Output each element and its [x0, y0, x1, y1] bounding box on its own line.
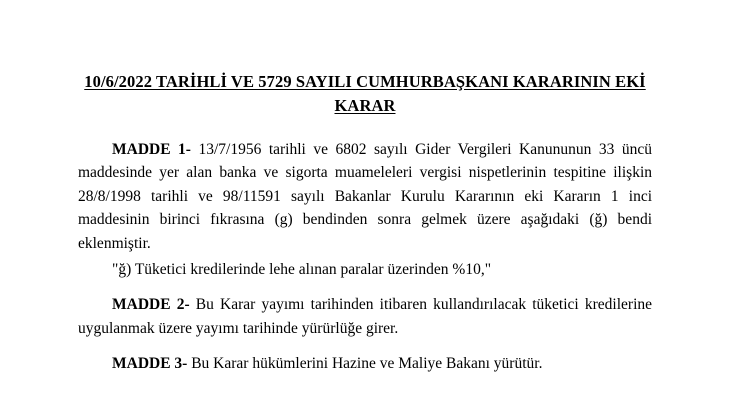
document-title-line-1: 10/6/2022 TARİHLİ VE 5729 SAYILI CUMHURBAŞKANI KARARININ EKİ — [84, 72, 646, 91]
document-title-line-2: KARAR — [334, 95, 396, 115]
article-text-3: Bu Karar yayımı tarihinden itibaren kullandırılacak tüketici kredilerine uygulanmak üzere yayımı tarihinde yürürlüğe girer. — [78, 296, 653, 337]
paragraph-spacer — [78, 340, 652, 352]
article-text-2: "ğ) Tüketici kredilerinde lehe alınan paralar üzerinden %10," — [112, 260, 492, 278]
document-body — [78, 138, 652, 376]
article-paragraph-3 — [78, 293, 652, 340]
article-label-1: MADDE 1- — [112, 140, 191, 158]
article-text-1: 13/7/1956 tarihli ve 6802 sayılı Gider Vergileri Kanununun 33 üncü maddesinde yer alan banka ve sigorta muameleleri vergisi nispetlerinin tespitine ilişkin 28/8/1998 tarihli ve 98/11591 sayılı Bakanlar Kurulu Kararının eki Kararın 1 inci maddesinin birinci fıkrasına (g) bendinden sonra gelmek üzere aşağıdaki (ğ) bendi eklenmiştir. — [78, 140, 652, 253]
article-paragraph-1 — [78, 138, 652, 256]
article-paragraph-2 — [78, 258, 652, 282]
article-text-4: Bu Karar hükümlerini Hazine ve Maliye Bakanı yürütür. — [187, 355, 543, 373]
paragraph-spacer — [78, 281, 652, 293]
article-label-2: MADDE 2- — [112, 296, 190, 314]
document-title — [78, 70, 652, 118]
article-paragraph-4 — [78, 352, 652, 376]
article-label-3: MADDE 3- — [112, 355, 188, 373]
